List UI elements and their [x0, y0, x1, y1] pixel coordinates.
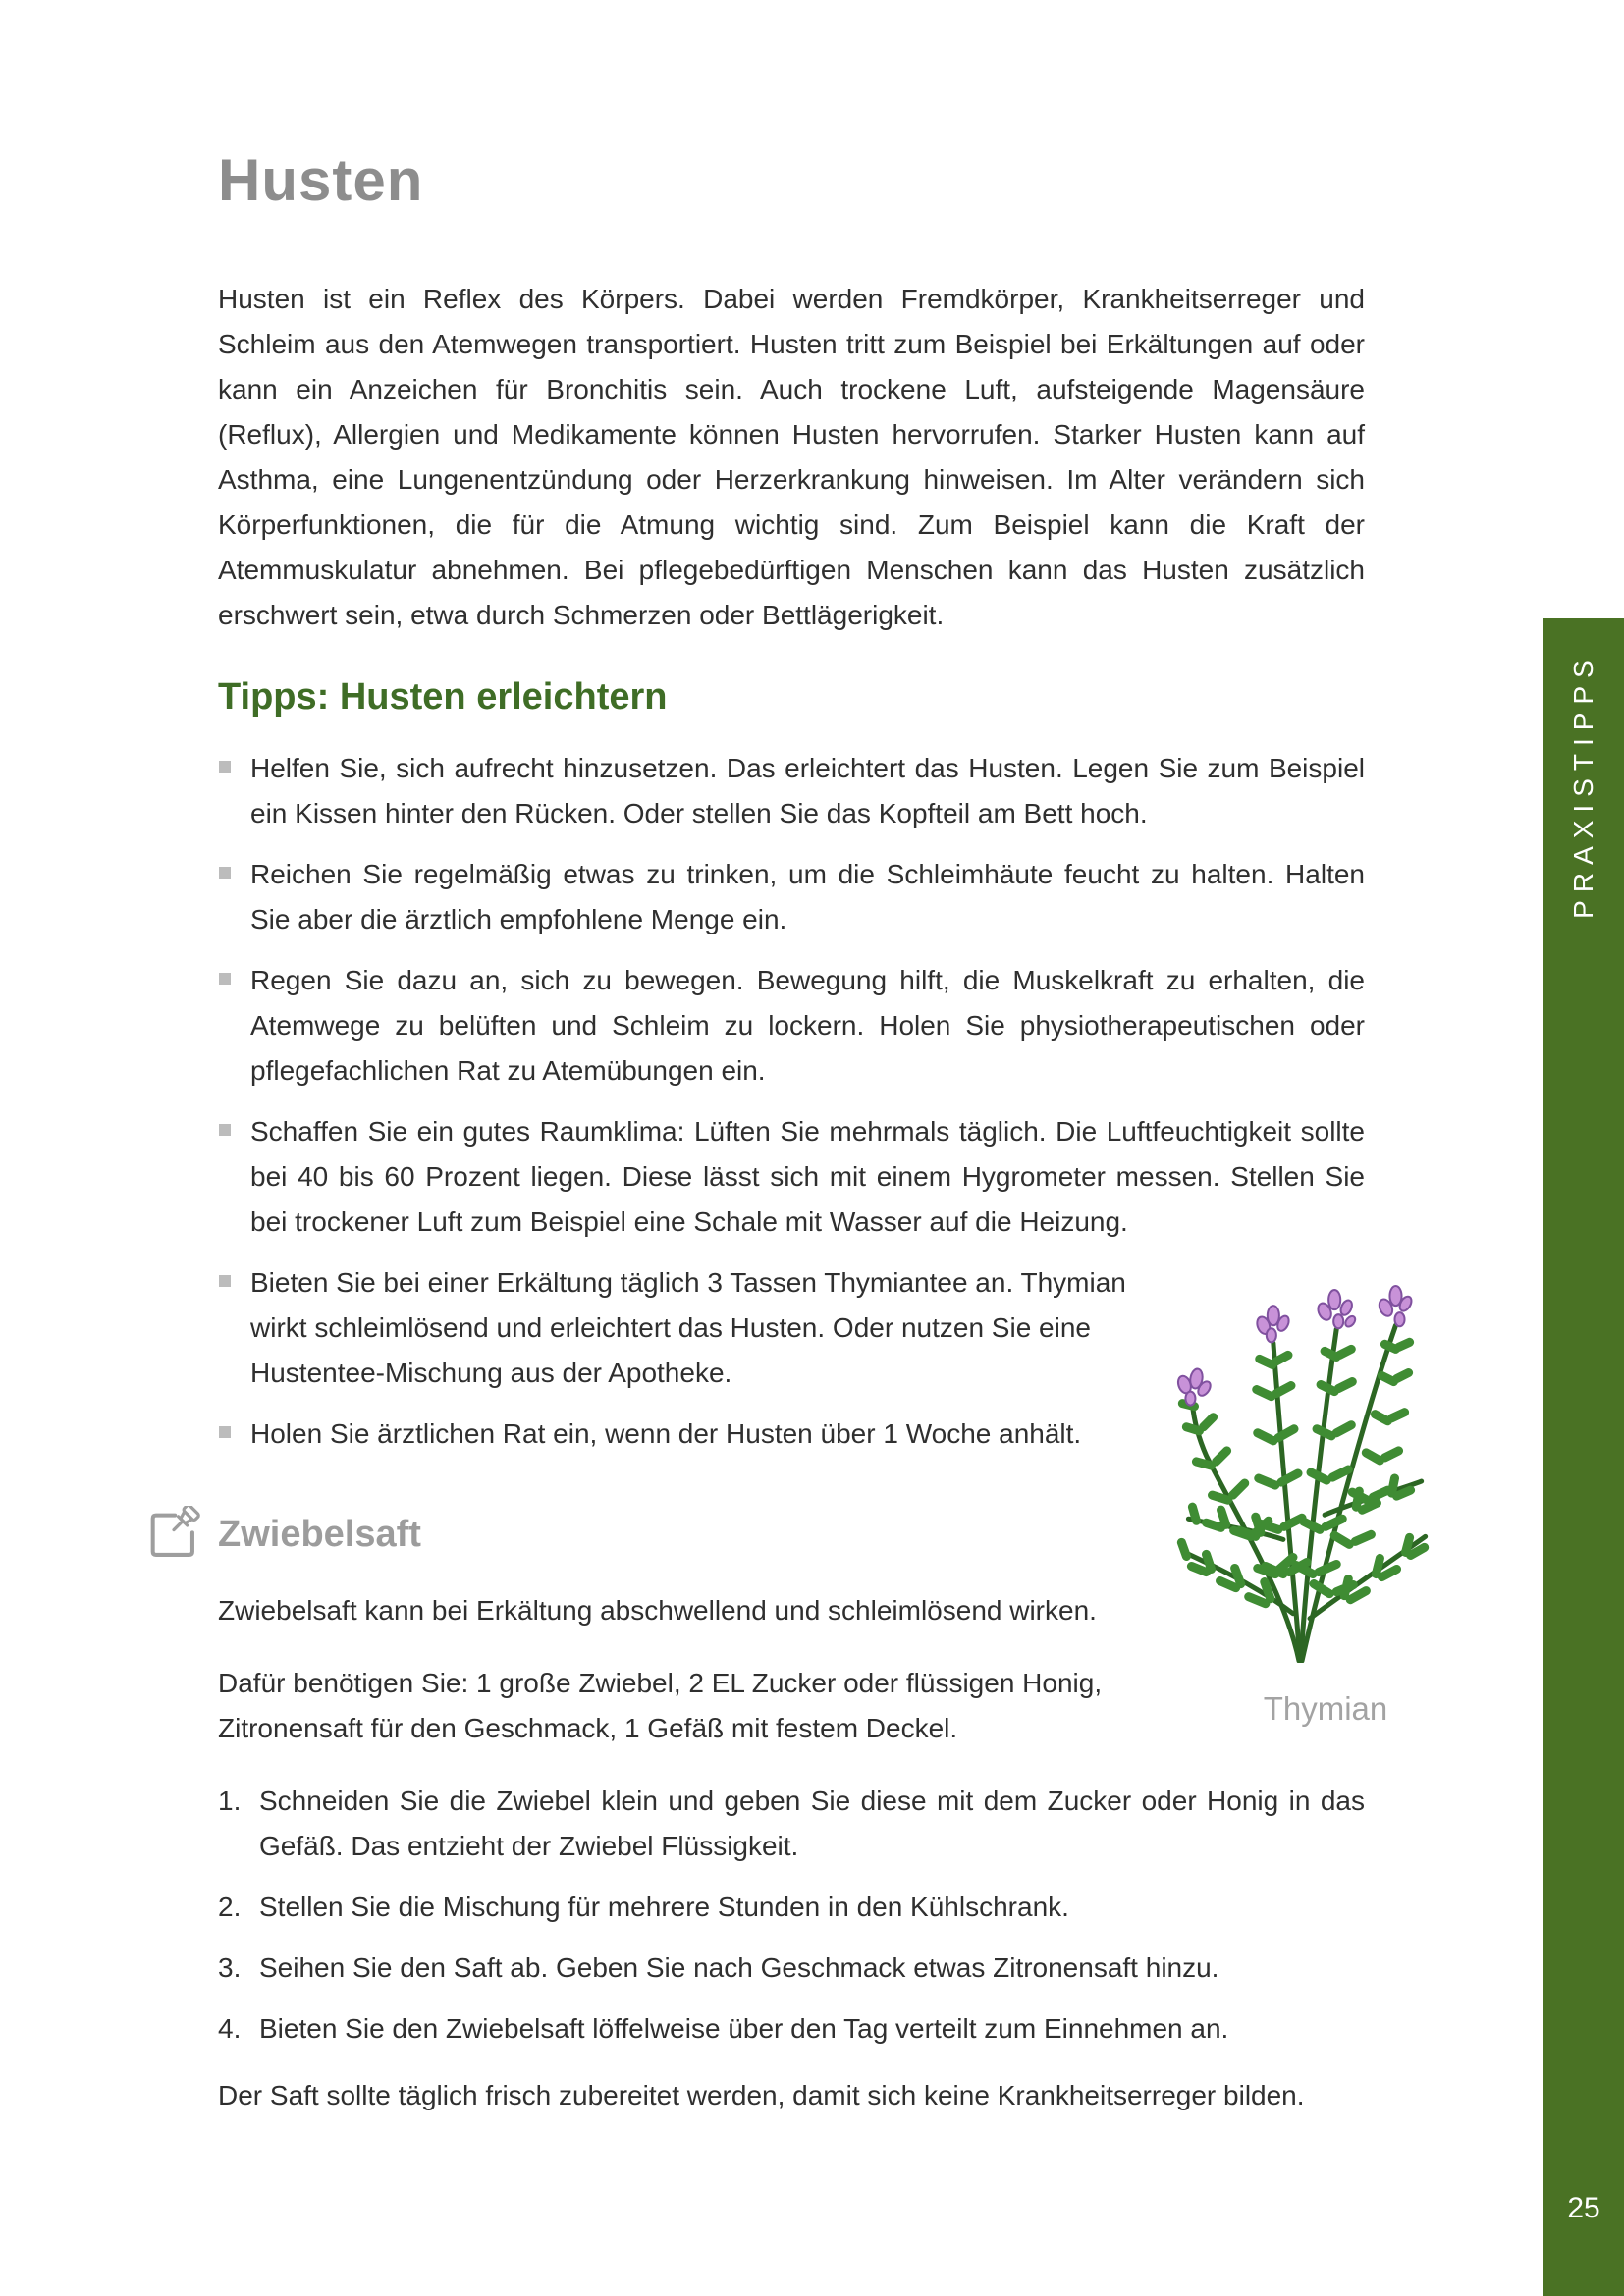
step-number: 2. — [218, 1892, 242, 1922]
page-number: 25 — [1567, 2192, 1600, 2224]
pushpin-note-icon — [143, 1506, 200, 1563]
step-item — [218, 1779, 1365, 1869]
square-bullet-icon — [219, 867, 231, 879]
square-bullet-icon — [219, 1275, 231, 1287]
praxistipps-label: PRAXISTIPPS — [1568, 652, 1598, 919]
sidebar-vertical-label — [1543, 643, 1624, 928]
zwiebelsaft-steps — [218, 1779, 1365, 2052]
square-bullet-icon — [219, 1124, 231, 1136]
zwiebelsaft-heading-text: Zwiebelsaft — [218, 1514, 421, 1555]
step-item — [218, 2006, 1365, 2052]
tip-text: Holen Sie ärztlichen Rat ein, wenn der Husten über 1 Woche anhält. — [250, 1418, 1082, 1449]
tips-list — [218, 746, 1365, 1457]
step-number: 1. — [218, 1786, 242, 1816]
zwiebelsaft-intro: Zwiebelsaft kann bei Erkältung abschwellend und schleimlösend wirken. — [218, 1595, 1097, 1626]
step-number: 3. — [218, 1952, 242, 1983]
step-text: Seihen Sie den Saft ab. Geben Sie nach Geschmack etwas Zitronensaft hinzu. — [259, 1952, 1219, 1983]
zwiebelsaft-ingredients: Dafür benötigen Sie: 1 große Zwiebel, 2 EL Zucker oder flüssigen Honig, Zitronensaft für den Geschmack, 1 Gefäß mit festem Deckel. — [218, 1668, 1103, 1743]
step-text: Bieten Sie den Zwiebelsaft löffelweise über den Tag verteilt zum Einnehmen an. — [259, 2013, 1229, 2044]
tip-text: Regen Sie dazu an, sich zu bewegen. Bewegung hilft, die Muskelkraft zu erhalten, die Atemwege zu belüften und Schleim zu lockern. Holen Sie physiotherapeutischen oder pflegefachlichen Rat zu Atemübungen ein. — [250, 965, 1365, 1086]
step-number: 4. — [218, 2013, 242, 2044]
main-content — [218, 0, 1365, 2146]
step-text: Schneiden Sie die Zwiebel klein und geben Sie diese mit dem Zucker oder Honig in das Gefäß. Das entzieht der Zwiebel Flüssigkeit. — [259, 1786, 1365, 1861]
page-title: Husten — [218, 147, 424, 213]
zwiebelsaft-note: Der Saft sollte täglich frisch zubereitet werden, damit sich keine Krankheitserreger bilden. — [218, 2080, 1305, 2110]
step-item — [218, 1885, 1365, 1930]
tip-item — [218, 1260, 1164, 1396]
tip-text: Helfen Sie, sich aufrecht hinzusetzen. Das erleichtert das Husten. Legen Sie zum Beispiel ein Kissen hinter den Rücken. Oder stellen Sie das Kopfteil am Bett hoch. — [250, 753, 1365, 828]
tip-text: Reichen Sie regelmäßig etwas zu trinken, um die Schleimhäute feucht zu halten. Halten Sie aber die ärztlich empfohlene Menge ein. — [250, 859, 1365, 934]
square-bullet-icon — [219, 761, 231, 773]
tip-item — [218, 1109, 1365, 1245]
step-item — [218, 1946, 1365, 1991]
tips-heading: Tipps: Husten erleichtern — [218, 676, 668, 718]
tip-item — [218, 852, 1365, 942]
square-bullet-icon — [219, 973, 231, 985]
square-bullet-icon — [219, 1426, 231, 1438]
illustration-caption: Thymian — [1263, 1690, 1388, 1727]
tip-item — [218, 1412, 1365, 1457]
zwiebelsaft-heading — [218, 1510, 1365, 1559]
tip-item — [218, 958, 1365, 1094]
step-text: Stellen Sie die Mischung für mehrere Stunden in den Kühlschrank. — [259, 1892, 1069, 1922]
intro-paragraph: Husten ist ein Reflex des Körpers. Dabei werden Fremdkörper, Krankheitserreger und Schleim aus den Atemwegen transportiert. Husten tritt zum Beispiel bei Erkältungen auf oder kann ein Anzeichen für Bronchitis sein. Auch trockene Luft, aufsteigende Magensäure (Reflux), Allergien und Medikamente können Husten hervorrufen. Starker Husten kann auf Asthma, eine Lungenentzündung oder Herzerkrankung hinweisen. Im Alter verändern sich Körperfunktionen, die für die Atmung wichtig sind. Zum Beispiel kann die Kraft der Atemmuskulatur abnehmen. Bei pflegebedürftigen Menschen kann das Husten zusätzlich erschwert sein, etwa durch Schmerzen oder Bettlägerigkeit. — [218, 284, 1365, 630]
tip-item — [218, 746, 1365, 836]
tip-text: Bieten Sie bei einer Erkältung täglich 3 Tassen Thymiantee an. Thymian wirkt schleimlösend und erleichtert das Husten. Oder nutzen Sie eine Hustentee-Mischung aus der Apotheke. — [250, 1267, 1126, 1388]
tip-text: Schaffen Sie ein gutes Raumklima: Lüften Sie mehrmals täglich. Die Luftfeuchtigkeit sollte bei 40 bis 60 Prozent liegen. Diese lässt sich mit einem Hygrometer messen. Stellen Sie bei trockener Luft zum Beispiel eine Schale mit Wasser auf die Heizung. — [250, 1116, 1365, 1237]
